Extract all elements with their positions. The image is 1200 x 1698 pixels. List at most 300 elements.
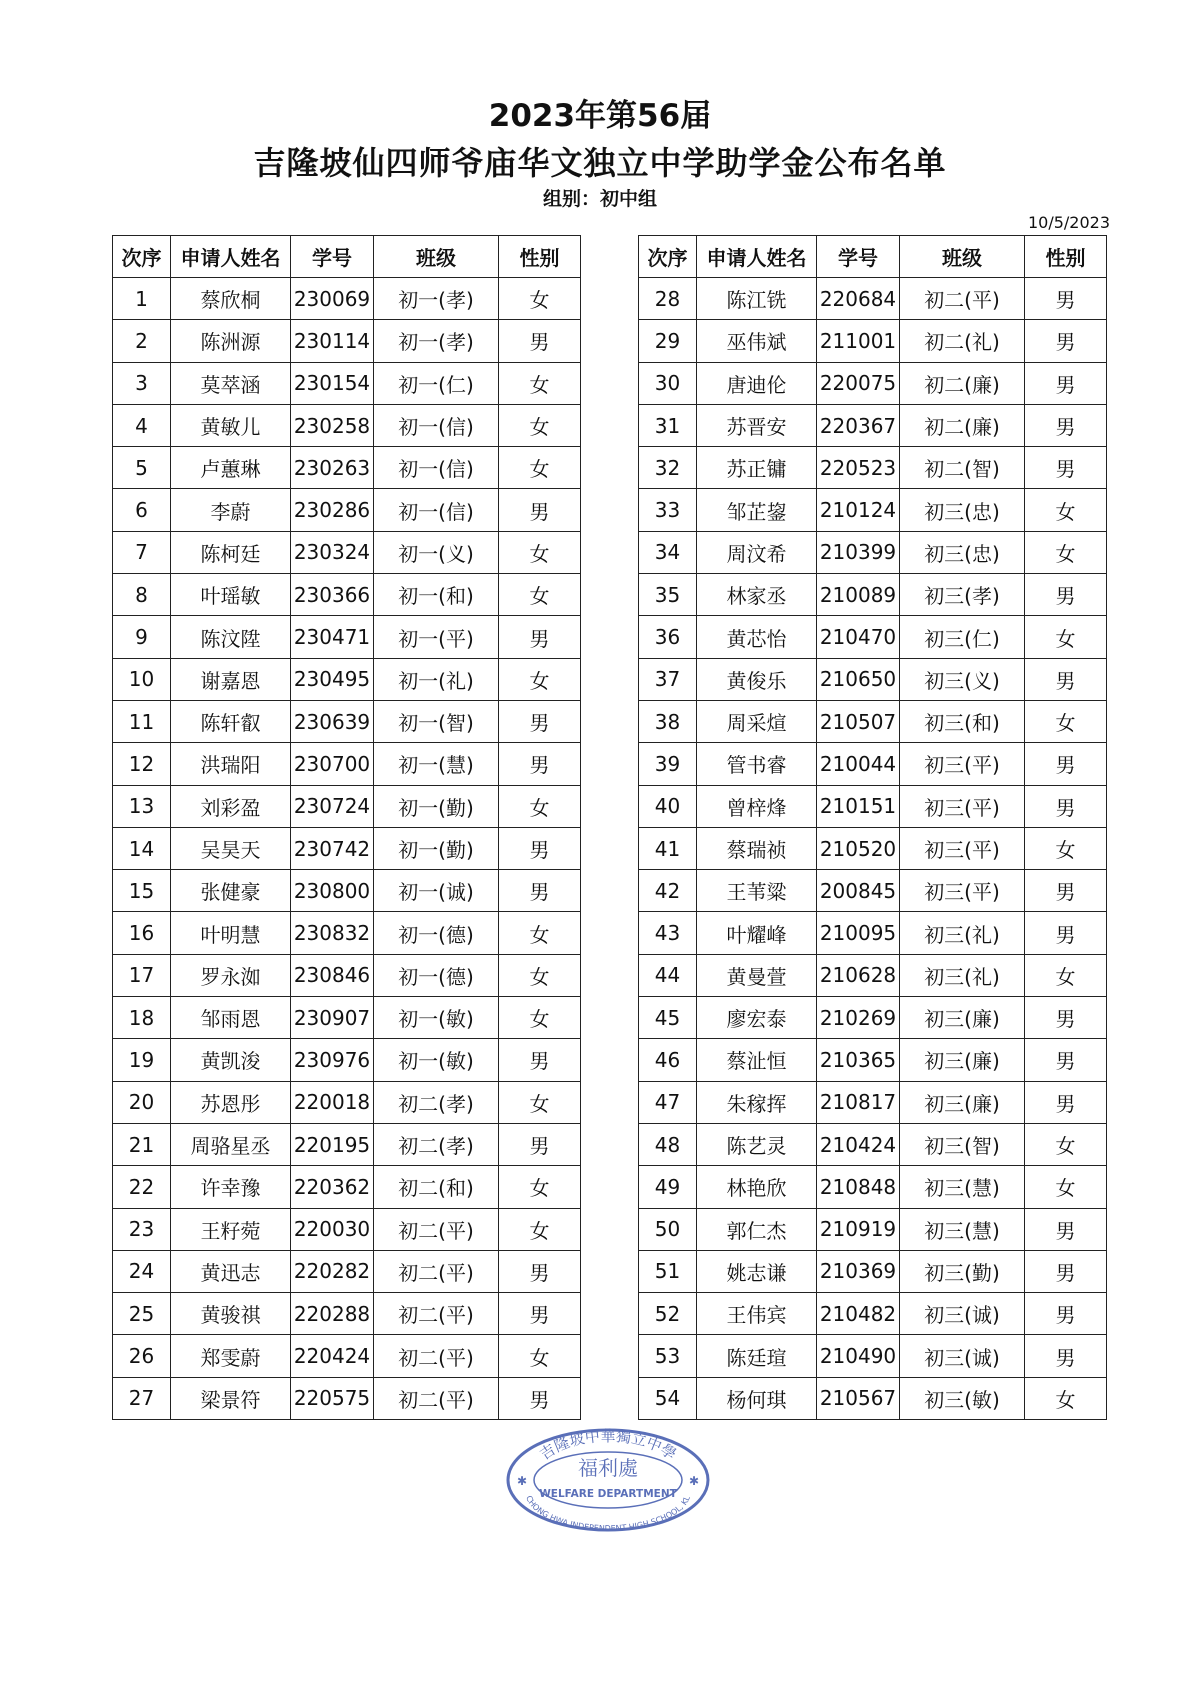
table-row (639, 1039, 1107, 1081)
cell-student-id: 210490 (817, 1335, 900, 1377)
cell-class: 初二(平) (374, 1335, 499, 1377)
table-row (639, 447, 1107, 489)
stamp-english-school-arc: CHONG HWA INDEPENDENT HIGH SCHOOL, KL (524, 1494, 692, 1534)
cell-class: 初一(敏) (374, 1039, 499, 1081)
table-row (639, 1377, 1107, 1419)
cell-class: 初三(平) (900, 743, 1025, 785)
cell-name: 陈江铣 (697, 278, 817, 320)
table-row (639, 997, 1107, 1039)
cell-gender: 女 (499, 658, 581, 700)
cell-gender: 男 (499, 1250, 581, 1292)
cell-class: 初三(敏) (900, 1377, 1025, 1419)
cell-name: 叶明慧 (171, 912, 291, 954)
cell-index: 47 (639, 1081, 697, 1123)
table-row (113, 447, 581, 489)
cell-name: 黄曼萱 (697, 954, 817, 996)
cell-student-id: 230263 (291, 447, 374, 489)
cell-student-id: 210424 (817, 1123, 900, 1165)
table-row (639, 1123, 1107, 1165)
table-row (113, 1335, 581, 1377)
table-row (639, 1081, 1107, 1123)
cell-name: 叶瑶敏 (171, 574, 291, 616)
table-row (113, 954, 581, 996)
cell-index: 30 (639, 362, 697, 404)
cell-student-id: 210124 (817, 489, 900, 531)
cell-name: 叶耀峰 (697, 912, 817, 954)
stamp-english-dept: WELFARE DEPARTMENT (539, 1488, 677, 1500)
cell-student-id: 210369 (817, 1250, 900, 1292)
cell-student-id: 220362 (291, 1166, 374, 1208)
cell-name: 唐迪伦 (697, 362, 817, 404)
cell-gender: 男 (1025, 997, 1107, 1039)
cell-gender: 男 (1025, 1039, 1107, 1081)
cell-gender: 女 (499, 278, 581, 320)
table-row (113, 912, 581, 954)
cell-student-id: 210650 (817, 658, 900, 700)
cell-index: 3 (113, 362, 171, 404)
table-row (113, 404, 581, 446)
cell-gender: 女 (499, 954, 581, 996)
cell-index: 45 (639, 997, 697, 1039)
cell-class: 初三(廉) (900, 1081, 1025, 1123)
cell-student-id: 210482 (817, 1293, 900, 1335)
table-row (639, 1250, 1107, 1292)
table-row (113, 997, 581, 1039)
cell-index: 13 (113, 785, 171, 827)
cell-index: 28 (639, 278, 697, 320)
cell-index: 5 (113, 447, 171, 489)
table-row (639, 362, 1107, 404)
table-row (639, 658, 1107, 700)
cell-name: 苏恩彤 (171, 1081, 291, 1123)
cell-index: 31 (639, 404, 697, 446)
cell-index: 50 (639, 1208, 697, 1250)
cell-class: 初一(德) (374, 912, 499, 954)
cell-name: 邹芷鋆 (697, 489, 817, 531)
cell-name: 管书睿 (697, 743, 817, 785)
roster-table-left (112, 235, 581, 1420)
table-row (113, 658, 581, 700)
cell-name: 黄芯怡 (697, 616, 817, 658)
cell-class: 初一(慧) (374, 743, 499, 785)
cell-gender: 女 (499, 997, 581, 1039)
cell-gender: 男 (1025, 447, 1107, 489)
cell-class: 初三(平) (900, 785, 1025, 827)
cell-class: 初一(诚) (374, 870, 499, 912)
cell-class: 初一(礼) (374, 658, 499, 700)
cell-gender: 男 (499, 827, 581, 869)
cell-index: 23 (113, 1208, 171, 1250)
cell-student-id: 220424 (291, 1335, 374, 1377)
cell-name: 黄凯浚 (171, 1039, 291, 1081)
cell-student-id: 220195 (291, 1123, 374, 1165)
cell-student-id: 220367 (817, 404, 900, 446)
cell-index: 41 (639, 827, 697, 869)
cell-class: 初一(平) (374, 616, 499, 658)
cell-student-id: 210628 (817, 954, 900, 996)
cell-name: 许幸豫 (171, 1166, 291, 1208)
cell-class: 初二(平) (900, 278, 1025, 320)
table-row (639, 912, 1107, 954)
cell-class: 初三(和) (900, 700, 1025, 742)
table-header-row (113, 236, 581, 278)
welfare-department-stamp (503, 1425, 713, 1535)
cell-index: 19 (113, 1039, 171, 1081)
cell-student-id: 210919 (817, 1208, 900, 1250)
cell-class: 初二(廉) (900, 404, 1025, 446)
cell-class: 初一(仁) (374, 362, 499, 404)
cell-student-id: 220523 (817, 447, 900, 489)
cell-student-id: 220684 (817, 278, 900, 320)
document-main-title: 吉隆坡仙四师爷庙华文独立中学助学金公布名单 (253, 144, 947, 182)
table-row (639, 489, 1107, 531)
cell-name: 蔡沚恒 (697, 1039, 817, 1081)
cell-index: 35 (639, 574, 697, 616)
cell-index: 32 (639, 447, 697, 489)
table-row (113, 1081, 581, 1123)
table-row (639, 785, 1107, 827)
cell-gender: 女 (499, 1166, 581, 1208)
cell-gender: 女 (499, 447, 581, 489)
cell-name: 李蔚 (171, 489, 291, 531)
cell-gender: 男 (1025, 320, 1107, 362)
cell-index: 53 (639, 1335, 697, 1377)
cell-student-id: 211001 (817, 320, 900, 362)
cell-gender: 男 (499, 1039, 581, 1081)
cell-student-id: 210817 (817, 1081, 900, 1123)
cell-gender: 男 (499, 700, 581, 742)
cell-class: 初三(忠) (900, 531, 1025, 573)
cell-student-id: 210095 (817, 912, 900, 954)
cell-student-id: 230471 (291, 616, 374, 658)
cell-student-id: 210567 (817, 1377, 900, 1419)
cell-name: 莫萃涵 (171, 362, 291, 404)
cell-name: 黄敏儿 (171, 404, 291, 446)
table-row (113, 574, 581, 616)
cell-index: 27 (113, 1377, 171, 1419)
cell-gender: 女 (1025, 954, 1107, 996)
cell-class: 初三(廉) (900, 997, 1025, 1039)
cell-name: 蔡欣桐 (171, 278, 291, 320)
cell-student-id: 210365 (817, 1039, 900, 1081)
cell-class: 初二(智) (900, 447, 1025, 489)
cell-index: 43 (639, 912, 697, 954)
cell-index: 15 (113, 870, 171, 912)
cell-gender: 女 (499, 912, 581, 954)
table-row (113, 1166, 581, 1208)
cell-name: 郑雯蔚 (171, 1335, 291, 1377)
cell-index: 7 (113, 531, 171, 573)
cell-name: 林艳欣 (697, 1166, 817, 1208)
cell-gender: 女 (1025, 827, 1107, 869)
cell-class: 初一(智) (374, 700, 499, 742)
table-row (113, 362, 581, 404)
cell-class: 初一(和) (374, 574, 499, 616)
cell-index: 48 (639, 1123, 697, 1165)
cell-name: 陈廷瑄 (697, 1335, 817, 1377)
cell-name: 曾梓烽 (697, 785, 817, 827)
cell-gender: 女 (499, 1335, 581, 1377)
cell-index: 10 (113, 658, 171, 700)
cell-name: 苏晋安 (697, 404, 817, 446)
cell-index: 2 (113, 320, 171, 362)
cell-student-id: 210507 (817, 700, 900, 742)
cell-class: 初三(慧) (900, 1166, 1025, 1208)
table-row (639, 320, 1107, 362)
table-row (113, 827, 581, 869)
stamp-star-icon-left: ✱ (517, 1474, 528, 1488)
stamp-center-text: 福利處 (578, 1456, 638, 1480)
cell-index: 49 (639, 1166, 697, 1208)
cell-name: 王苇粱 (697, 870, 817, 912)
cell-gender: 男 (1025, 658, 1107, 700)
cell-student-id: 230700 (291, 743, 374, 785)
cell-name: 陈轩叡 (171, 700, 291, 742)
cell-name: 陈艺灵 (697, 1123, 817, 1165)
cell-gender: 男 (499, 1293, 581, 1335)
cell-gender: 男 (1025, 278, 1107, 320)
cell-name: 洪瑞阳 (171, 743, 291, 785)
cell-class: 初二(平) (374, 1208, 499, 1250)
cell-class: 初三(诚) (900, 1335, 1025, 1377)
col-header-name: 申请人姓名 (171, 236, 291, 278)
col-header-name: 申请人姓名 (697, 236, 817, 278)
cell-index: 21 (113, 1123, 171, 1165)
cell-name: 蔡瑞祯 (697, 827, 817, 869)
cell-gender: 男 (1025, 362, 1107, 404)
cell-index: 54 (639, 1377, 697, 1419)
cell-index: 25 (113, 1293, 171, 1335)
cell-index: 52 (639, 1293, 697, 1335)
table-row (113, 1250, 581, 1292)
table-row (113, 870, 581, 912)
table-row (113, 1039, 581, 1081)
cell-name: 周采煊 (697, 700, 817, 742)
cell-student-id: 220282 (291, 1250, 374, 1292)
cell-class: 初一(信) (374, 404, 499, 446)
cell-name: 王伟宾 (697, 1293, 817, 1335)
table-header-row (639, 236, 1107, 278)
table-row (113, 489, 581, 531)
cell-index: 33 (639, 489, 697, 531)
cell-class: 初一(孝) (374, 320, 499, 362)
table-row (639, 870, 1107, 912)
cell-name: 陈汶陞 (171, 616, 291, 658)
table-row (113, 531, 581, 573)
cell-class: 初一(德) (374, 954, 499, 996)
cell-class: 初二(孝) (374, 1123, 499, 1165)
cell-gender: 男 (1025, 912, 1107, 954)
col-header-gender: 性别 (1025, 236, 1107, 278)
table-row (639, 1293, 1107, 1335)
cell-gender: 男 (499, 320, 581, 362)
cell-gender: 男 (499, 743, 581, 785)
cell-index: 40 (639, 785, 697, 827)
cell-student-id: 220030 (291, 1208, 374, 1250)
cell-gender: 女 (1025, 531, 1107, 573)
cell-name: 陈洲源 (171, 320, 291, 362)
cell-index: 29 (639, 320, 697, 362)
cell-gender: 男 (1025, 1081, 1107, 1123)
col-header-index: 次序 (113, 236, 171, 278)
col-header-index: 次序 (639, 236, 697, 278)
cell-gender: 女 (499, 1081, 581, 1123)
cell-student-id: 210848 (817, 1166, 900, 1208)
cell-gender: 男 (499, 870, 581, 912)
cell-index: 8 (113, 574, 171, 616)
cell-gender: 女 (499, 531, 581, 573)
cell-class: 初二(和) (374, 1166, 499, 1208)
cell-name: 王籽菀 (171, 1208, 291, 1250)
cell-class: 初三(义) (900, 658, 1025, 700)
cell-student-id: 220288 (291, 1293, 374, 1335)
cell-student-id: 230724 (291, 785, 374, 827)
cell-gender: 男 (1025, 1293, 1107, 1335)
cell-index: 46 (639, 1039, 697, 1081)
table-row (113, 320, 581, 362)
cell-student-id: 230069 (291, 278, 374, 320)
cell-class: 初二(平) (374, 1377, 499, 1419)
cell-index: 14 (113, 827, 171, 869)
col-header-student-id: 学号 (291, 236, 374, 278)
cell-class: 初二(礼) (900, 320, 1025, 362)
cell-student-id: 220018 (291, 1081, 374, 1123)
cell-gender: 女 (1025, 616, 1107, 658)
cell-gender: 女 (499, 404, 581, 446)
table-row (639, 278, 1107, 320)
cell-student-id: 220075 (817, 362, 900, 404)
cell-class: 初一(信) (374, 489, 499, 531)
cell-class: 初一(信) (374, 447, 499, 489)
table-row (113, 1123, 581, 1165)
cell-student-id: 210470 (817, 616, 900, 658)
cell-student-id: 230846 (291, 954, 374, 996)
cell-gender: 男 (1025, 785, 1107, 827)
table-row (639, 1166, 1107, 1208)
col-header-class: 班级 (374, 236, 499, 278)
cell-name: 周骆星丞 (171, 1123, 291, 1165)
cell-student-id: 230495 (291, 658, 374, 700)
cell-class: 初三(勤) (900, 1250, 1025, 1292)
cell-student-id: 230154 (291, 362, 374, 404)
cell-name: 杨何琪 (697, 1377, 817, 1419)
table-row (639, 1208, 1107, 1250)
cell-student-id: 230286 (291, 489, 374, 531)
cell-class: 初三(平) (900, 870, 1025, 912)
cell-name: 朱稼挥 (697, 1081, 817, 1123)
cell-student-id: 230832 (291, 912, 374, 954)
cell-class: 初三(礼) (900, 912, 1025, 954)
stamp-star-icon-right: ✱ (689, 1474, 700, 1488)
table-row (113, 1208, 581, 1250)
cell-name: 黄俊乐 (697, 658, 817, 700)
col-header-gender: 性别 (499, 236, 581, 278)
cell-index: 42 (639, 870, 697, 912)
group-label: 组别：初中组 (542, 188, 657, 210)
cell-name: 刘彩盈 (171, 785, 291, 827)
table-row (113, 700, 581, 742)
roster-table-right (638, 235, 1107, 1420)
cell-name: 巫伟斌 (697, 320, 817, 362)
cell-student-id: 210151 (817, 785, 900, 827)
cell-gender: 男 (499, 1377, 581, 1419)
table-row (113, 743, 581, 785)
cell-class: 初三(智) (900, 1123, 1025, 1165)
document-date: 10/5/2023 (1027, 213, 1110, 232)
document-year-title: 2023年第56届 (488, 98, 712, 134)
cell-class: 初二(廉) (900, 362, 1025, 404)
cell-gender: 男 (499, 1123, 581, 1165)
cell-index: 37 (639, 658, 697, 700)
cell-gender: 女 (1025, 700, 1107, 742)
table-row (639, 700, 1107, 742)
cell-name: 黄迅志 (171, 1250, 291, 1292)
cell-student-id: 210399 (817, 531, 900, 573)
cell-student-id: 230639 (291, 700, 374, 742)
cell-class: 初三(平) (900, 827, 1025, 869)
cell-class: 初一(孝) (374, 278, 499, 320)
col-header-class: 班级 (900, 236, 1025, 278)
cell-class: 初二(孝) (374, 1081, 499, 1123)
cell-name: 姚志谦 (697, 1250, 817, 1292)
cell-gender: 女 (499, 362, 581, 404)
cell-student-id: 210089 (817, 574, 900, 616)
cell-class: 初三(忠) (900, 489, 1025, 531)
cell-gender: 女 (1025, 1166, 1107, 1208)
cell-name: 陈柯廷 (171, 531, 291, 573)
cell-gender: 男 (1025, 1208, 1107, 1250)
cell-class: 初三(仁) (900, 616, 1025, 658)
cell-index: 11 (113, 700, 171, 742)
cell-index: 26 (113, 1335, 171, 1377)
cell-class: 初二(平) (374, 1293, 499, 1335)
table-row (113, 1377, 581, 1419)
cell-gender: 男 (1025, 1250, 1107, 1292)
cell-student-id: 230907 (291, 997, 374, 1039)
table-row (639, 1335, 1107, 1377)
cell-student-id: 200845 (817, 870, 900, 912)
cell-student-id: 230976 (291, 1039, 374, 1081)
cell-index: 4 (113, 404, 171, 446)
cell-name: 周汶希 (697, 531, 817, 573)
cell-class: 初三(廉) (900, 1039, 1025, 1081)
cell-index: 39 (639, 743, 697, 785)
cell-student-id: 230366 (291, 574, 374, 616)
cell-class: 初一(勤) (374, 827, 499, 869)
cell-index: 16 (113, 912, 171, 954)
cell-student-id: 230800 (291, 870, 374, 912)
cell-name: 黄骏祺 (171, 1293, 291, 1335)
cell-gender: 女 (1025, 489, 1107, 531)
cell-index: 17 (113, 954, 171, 996)
cell-student-id: 220575 (291, 1377, 374, 1419)
cell-gender: 女 (1025, 1123, 1107, 1165)
table-row (639, 954, 1107, 996)
table-row (639, 743, 1107, 785)
table-row (113, 1293, 581, 1335)
table-row (639, 404, 1107, 446)
cell-index: 44 (639, 954, 697, 996)
cell-gender: 男 (499, 489, 581, 531)
cell-class: 初一(勤) (374, 785, 499, 827)
cell-gender: 男 (1025, 743, 1107, 785)
cell-class: 初三(孝) (900, 574, 1025, 616)
table-row (113, 278, 581, 320)
cell-index: 36 (639, 616, 697, 658)
cell-gender: 女 (499, 785, 581, 827)
cell-name: 苏正镛 (697, 447, 817, 489)
table-row (113, 616, 581, 658)
